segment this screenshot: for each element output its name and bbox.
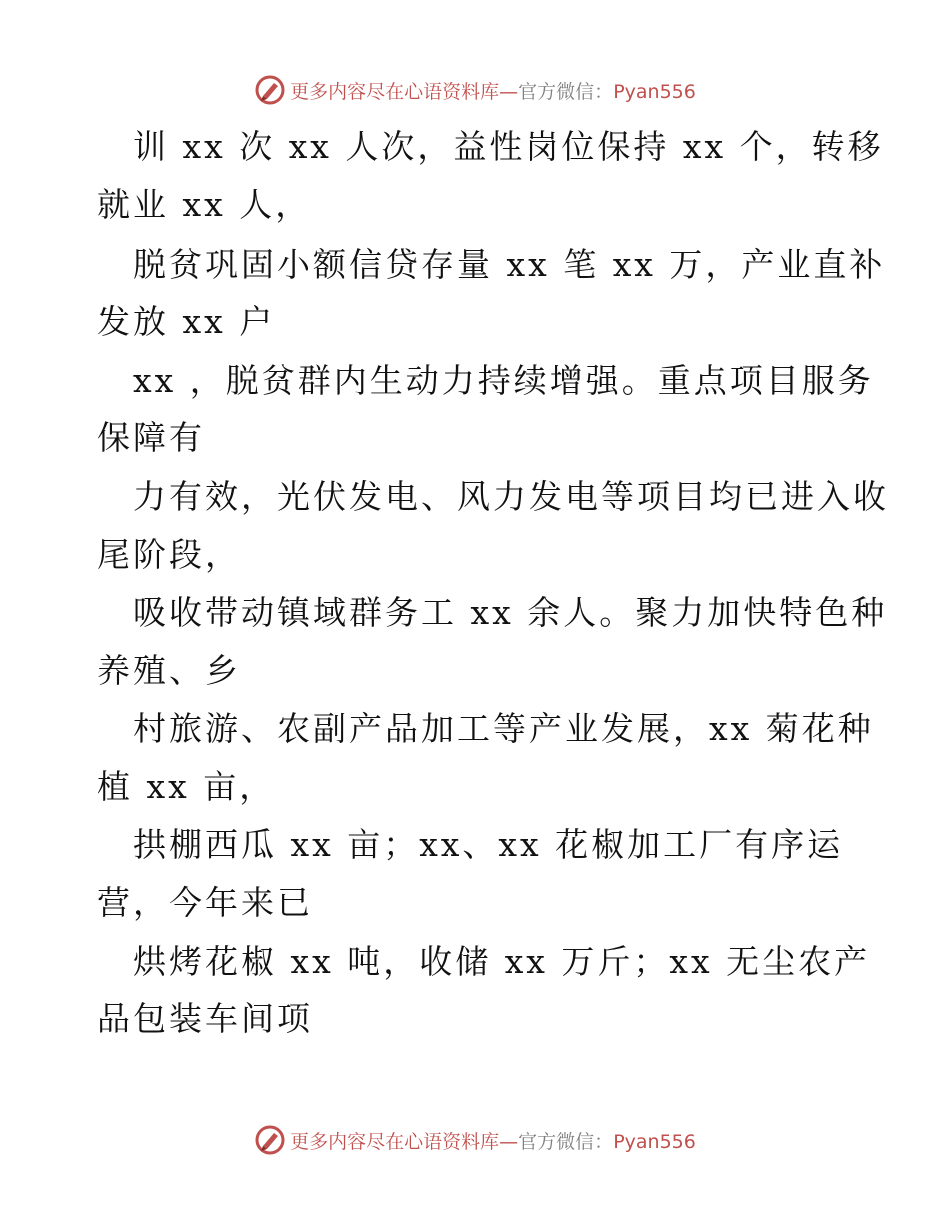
- body-line: 就业 xx 人，: [97, 185, 312, 224]
- body-line: 发放 xx 户: [97, 302, 276, 341]
- footer-dash: —: [499, 1130, 519, 1153]
- header-wechat-id: Pyan556: [613, 80, 696, 103]
- footer-brand-text: 更多内容尽在心语资料库: [290, 1130, 500, 1153]
- footer-text: [290, 1127, 696, 1154]
- footer-official-label: 官方微信：: [518, 1130, 614, 1153]
- body-line: 力有效，光伏发电、风力发电等项目均已进入收: [133, 477, 889, 516]
- footer-wechat-id: Pyan556: [613, 1130, 696, 1153]
- body-line: 营，今年来已: [97, 883, 313, 922]
- body-line: 保障有: [97, 418, 205, 457]
- body-line: 训 xx 次 xx 人次，益性岗位保持 xx 个，转移: [133, 127, 884, 166]
- header-brand-text: 更多内容尽在心语资料库: [290, 80, 500, 103]
- body-line: 村旅游、农副产品加工等产业发展，xx 菊花种: [133, 709, 874, 748]
- body-line: 尾阶段，: [97, 535, 241, 574]
- body-line: 养殖、乡: [97, 651, 241, 690]
- body-line: xx ，脱贫群内生动力持续增强。重点项目服务: [133, 361, 874, 400]
- header-text: [290, 77, 696, 104]
- body-line: 拱棚西瓜 xx 亩；xx、xx 花椒加工厂有序运: [133, 825, 844, 864]
- header-banner: [0, 70, 950, 110]
- body-line: 品包装车间项: [97, 999, 313, 1038]
- header-official-label: 官方微信：: [518, 80, 614, 103]
- pen-logo-icon: [254, 1124, 286, 1156]
- body-line: 吸收带动镇域群务工 xx 余人。聚力加快特色种: [133, 593, 888, 632]
- body-line: 植 xx 亩，: [97, 767, 276, 806]
- body-line: 烘烤花椒 xx 吨，收储 xx 万斤；xx 无尘农产: [133, 942, 871, 981]
- header-dash: —: [499, 80, 519, 103]
- pen-logo-icon: [254, 74, 286, 106]
- footer-banner: [0, 1120, 950, 1160]
- body-line: 脱贫巩固小额信贷存量 xx 笔 xx 万，产业直补: [133, 245, 886, 284]
